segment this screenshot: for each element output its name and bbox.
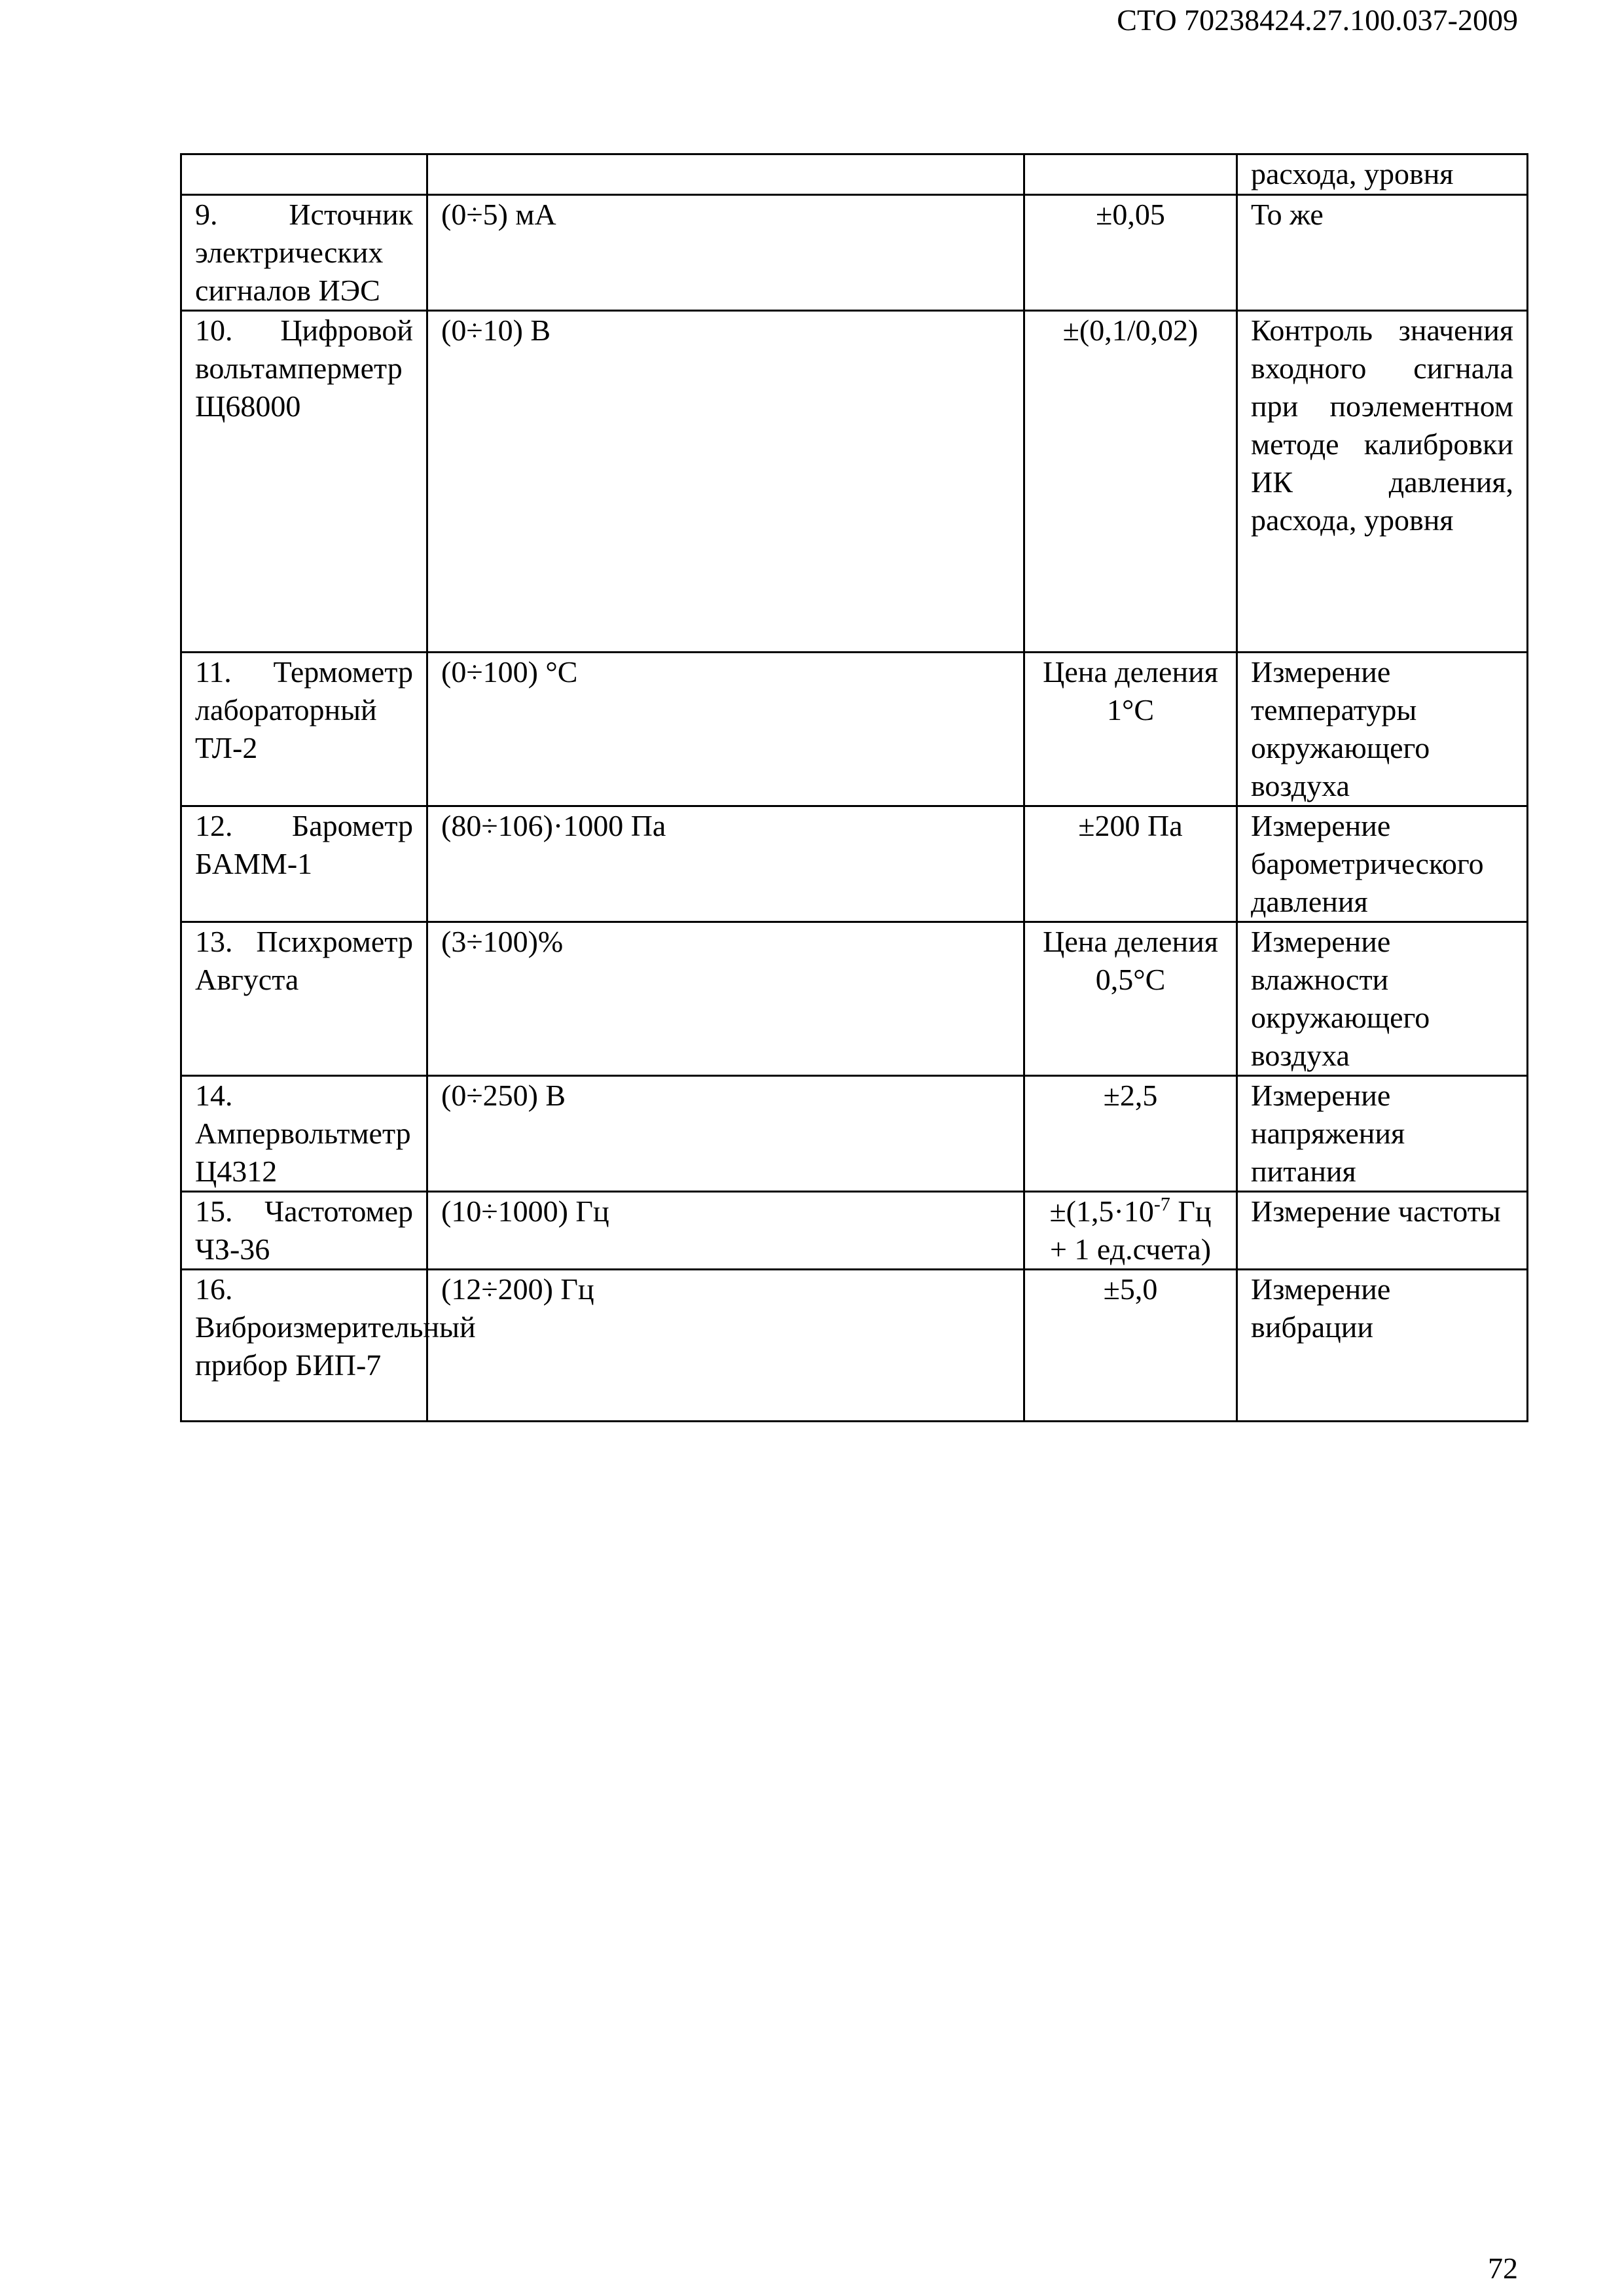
page-number: 72 (1488, 2251, 1518, 2285)
instrument-name-cell: 9. Источник электрических сигналов ИЭС (181, 195, 427, 311)
accuracy-text-main: ±(1,5·10 (1049, 1194, 1154, 1228)
accuracy-cell: ±200 Па (1024, 806, 1237, 922)
instrument-name-cell: 14. Ампервольтметр Ц4312 (181, 1076, 427, 1192)
accuracy-text-tail: Гц + 1 ед.счета) (1049, 1194, 1212, 1266)
table-row (181, 1192, 1528, 1270)
accuracy-cell: ±(0,1/0,02) (1024, 311, 1237, 653)
table-row (181, 311, 1528, 653)
purpose-cell: расхода, уровня (1237, 154, 1528, 195)
purpose-cell: Измерение температуры окружающего воздуха (1237, 653, 1528, 806)
purpose-cell: Измерение напряжения питания (1237, 1076, 1528, 1192)
accuracy-cell (1024, 1192, 1237, 1270)
instrument-name-cell: 11. Термометр лабораторный ТЛ-2 (181, 653, 427, 806)
document-code: СТО 70238424.27.100.037-2009 (1117, 3, 1518, 37)
accuracy-cell: ±5,0 (1024, 1270, 1237, 1422)
instrument-name-cell: 12. Барометр БАММ-1 (181, 806, 427, 922)
instrument-name-cell: 16. Виброизмерительный прибор БИП-7 (181, 1270, 427, 1422)
range-cell (427, 154, 1024, 195)
accuracy-cell: ±2,5 (1024, 1076, 1237, 1192)
purpose-cell: Измерение частоты (1237, 1192, 1528, 1270)
purpose-cell: Измерение барометрического давления (1237, 806, 1528, 922)
table-row (181, 806, 1528, 922)
table-row (181, 1270, 1528, 1422)
table-row (181, 922, 1528, 1076)
accuracy-cell: Цена деления 0,5°С (1024, 922, 1237, 1076)
accuracy-cell: ±0,05 (1024, 195, 1237, 311)
range-cell: (0÷100) °С (427, 653, 1024, 806)
accuracy-exponent: -7 (1153, 1193, 1170, 1215)
accuracy-cell: Цена деления 1°С (1024, 653, 1237, 806)
range-cell: (0÷250) В (427, 1076, 1024, 1192)
purpose-cell: Измерение вибрации (1237, 1270, 1528, 1422)
table-row (181, 1076, 1528, 1192)
range-cell: (10÷1000) Гц (427, 1192, 1024, 1270)
purpose-cell: Измерение влажности окружающего воздуха (1237, 922, 1528, 1076)
purpose-cell: То же (1237, 195, 1528, 311)
range-cell: (3÷100)% (427, 922, 1024, 1076)
range-cell: (0÷5) мА (427, 195, 1024, 311)
instrument-name-cell: 13. Психрометр Августа (181, 922, 427, 1076)
instrument-name-cell (181, 154, 427, 195)
accuracy-cell (1024, 154, 1237, 195)
range-cell: (80÷106)·1000 Па (427, 806, 1024, 922)
table-row (181, 154, 1528, 195)
table-row (181, 195, 1528, 311)
instruments-table (180, 153, 1528, 1422)
instrument-name-cell: 15. Частотомер ЧЗ-36 (181, 1192, 427, 1270)
instrument-name-cell: 10. Цифровой вольтамперметр Щ68000 (181, 311, 427, 653)
range-cell: (12÷200) Гц (427, 1270, 1024, 1422)
table-row (181, 653, 1528, 806)
purpose-cell: Контроль значения входного сигнала при поэлементном методе калибровки ИК давления, расхода, уровня (1237, 311, 1528, 653)
range-cell: (0÷10) В (427, 311, 1024, 653)
